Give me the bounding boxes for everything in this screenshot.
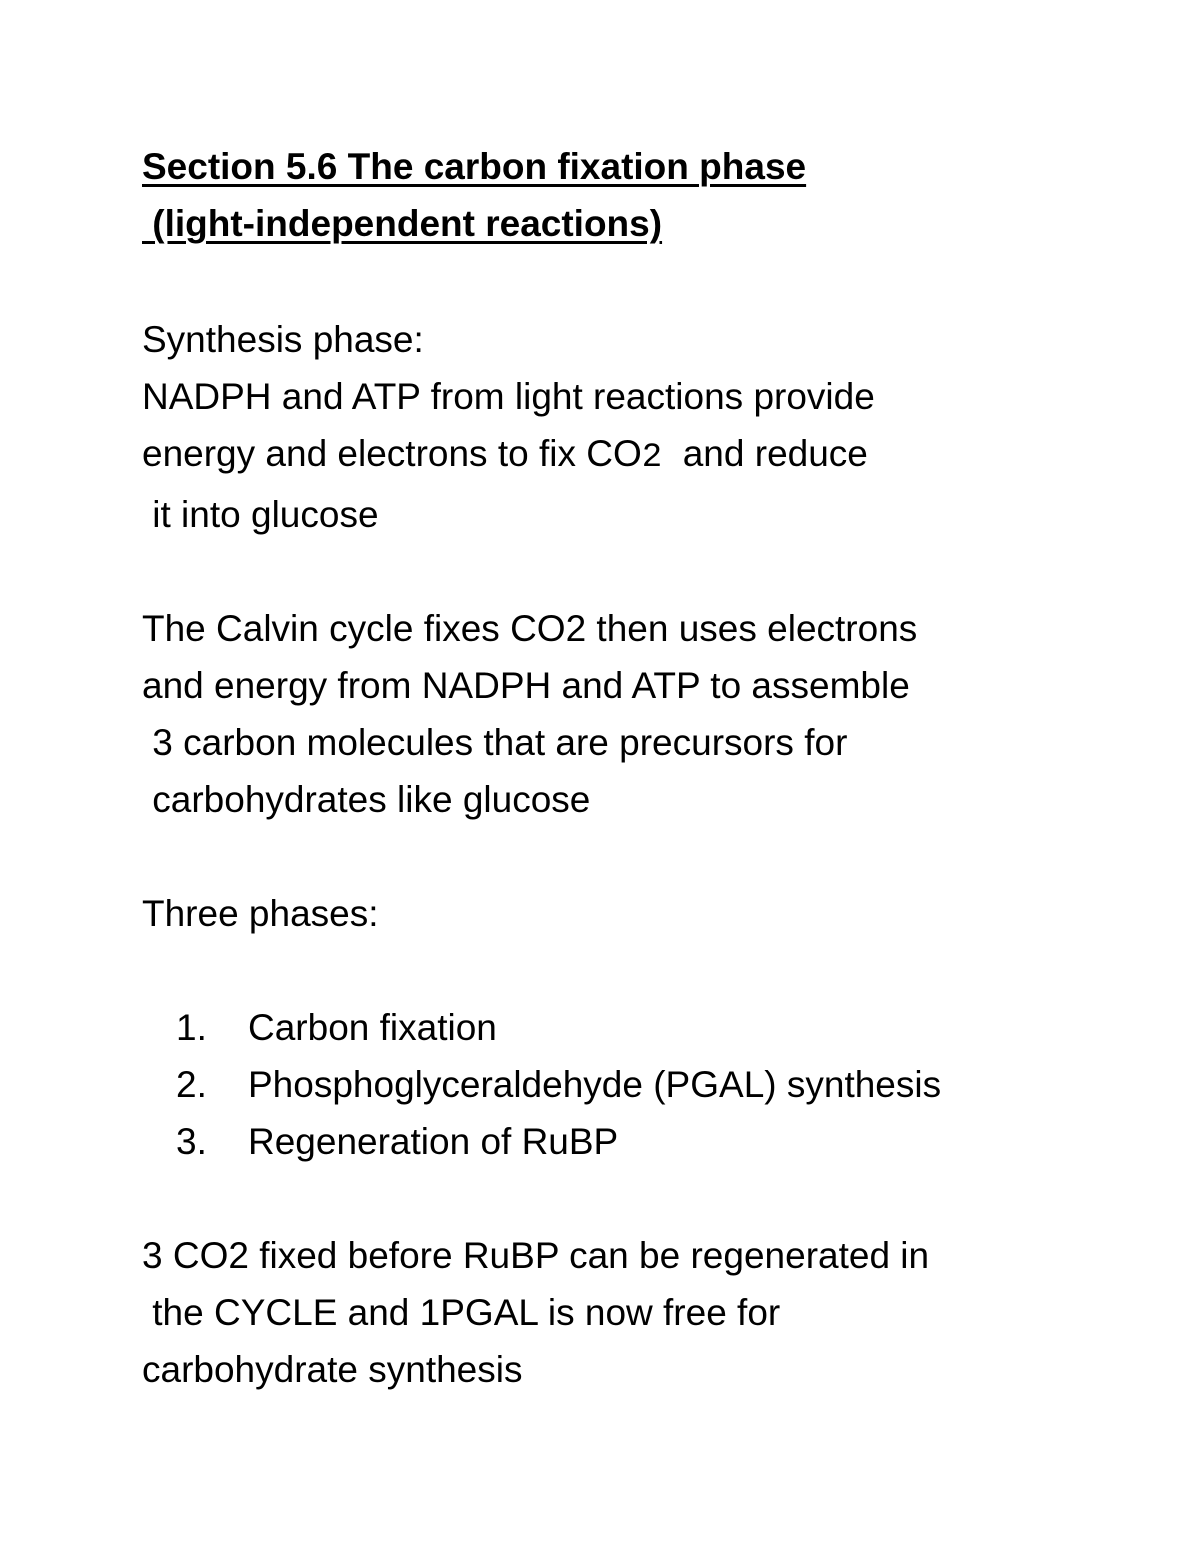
phase-item-2: Phosphoglyceraldehyde (PGAL) synthesis xyxy=(248,1064,942,1105)
phases-heading: Three phases: xyxy=(142,893,379,934)
synthesis-line-2-end: and reduce xyxy=(662,433,868,474)
co2-subscript: 2 xyxy=(641,439,663,477)
section-title-line-1: Section 5.6 The carbon fixation phase xyxy=(142,146,807,187)
calvin-line-3: 3 carbon molecules that are precursors for xyxy=(142,722,848,763)
phase-item-3: Regeneration of RuBP xyxy=(248,1121,619,1162)
calvin-line-1: The Calvin cycle fixes CO2 then uses electrons xyxy=(142,608,918,649)
phase-item-1: Carbon fixation xyxy=(248,1007,497,1048)
section-title-line-2: (light-independent reactions) xyxy=(142,203,663,244)
synthesis-heading: Synthesis phase: xyxy=(142,319,424,360)
summary-line-3: carbohydrate synthesis xyxy=(142,1349,523,1390)
phase-number-2: 2. xyxy=(176,1064,207,1105)
phase-number-1: 1. xyxy=(176,1007,207,1048)
synthesis-line-2 xyxy=(142,425,868,487)
synthesis-line-1: NADPH and ATP from light reactions provide xyxy=(142,376,875,417)
calvin-line-2: and energy from NADPH and ATP to assemble xyxy=(142,665,910,706)
phase-number-3: 3. xyxy=(176,1121,207,1162)
synthesis-line-2-start: energy and electrons to fix CO xyxy=(142,433,642,474)
calvin-line-4: carbohydrates like glucose xyxy=(142,779,591,820)
summary-line-1: 3 CO2 fixed before RuBP can be regenerated in xyxy=(142,1235,930,1276)
summary-line-2: the CYCLE and 1PGAL is now free for xyxy=(142,1292,781,1333)
synthesis-line-3: it into glucose xyxy=(142,494,379,535)
